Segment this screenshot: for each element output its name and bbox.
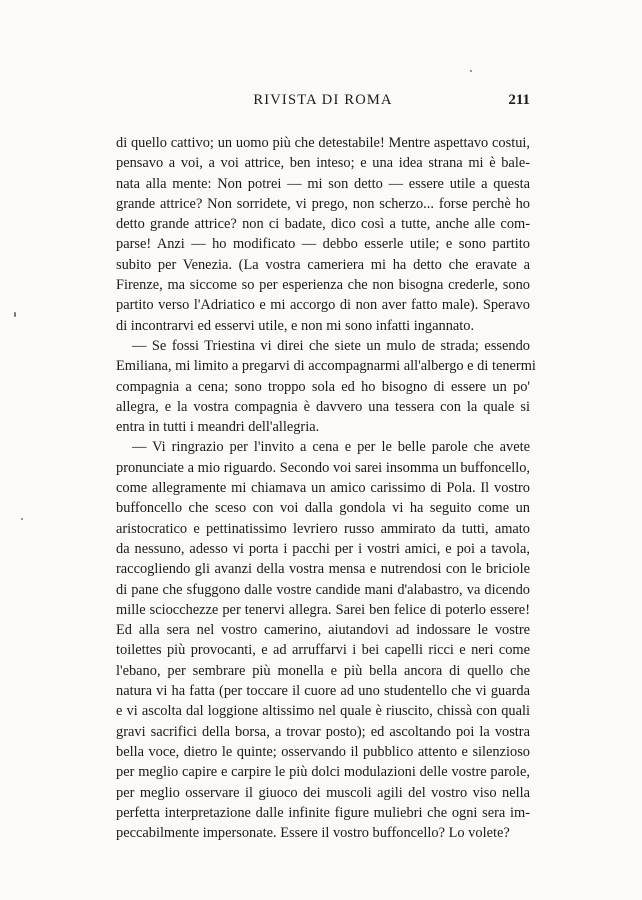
paper-speck: [14, 312, 16, 317]
text-line: di pane che sfuggono dalle vostre candide mani d'alabastro, va dicendo: [116, 581, 530, 598]
text-line: toilettes più provocanti, e ad arruffarvi i bei capelli ricci e neri come: [116, 642, 530, 659]
text-line: detto grande attrice? non ci badate, dico così a tutte, anche alle com-: [116, 216, 530, 233]
text-line: subito per Venezia. (La vostra cameriera mi ha detto che eravate a: [116, 256, 530, 273]
text-line: grande attrice? Non sorridete, vi prego, non scherzo... forse perchè ho: [116, 195, 530, 212]
body-text: [116, 133, 536, 843]
text-line: e vi ascolta dal loggione altissimo nel quale è riuscito, chissà con quali: [116, 703, 530, 720]
text-line: per meglio capire e carpire le più dolci modulazioni delle vostre parole,: [116, 764, 530, 781]
text-line: nata alla mente: Non potrei — mi son detto — essere utile a questa: [116, 175, 530, 192]
paper-speck: [21, 518, 23, 520]
text-line: compagnia a cena; sono troppo sola ed ho bisogno di essere un po': [116, 378, 530, 395]
paper-speck: [470, 70, 472, 72]
text-line: pronunciate a mio riguardo. Secondo voi sarei insomma un buffoncello,: [116, 459, 530, 476]
text-line: bella voce, dietro le quinte; osservando il pubblico attento e silenzioso: [116, 743, 530, 760]
text-line: l'ebano, per sembrare più monella e più bella ancora di quello che: [116, 662, 530, 679]
text-line: di quello cattivo; un uomo più che detestabile! Mentre aspettavo costui,: [116, 135, 530, 151]
running-title: RIVISTA DI ROMA: [253, 92, 393, 108]
text-line: — Se fossi Triestina vi direi che siete un mulo de strada; essendo: [132, 337, 530, 354]
text-line: pensavo a voi, a voi attrice, ben inteso; e una idea strana mi è bale-: [116, 155, 530, 172]
text-line: perfetta interpretazione dalle infinite figure muliebri che ogni sera im-: [116, 804, 530, 821]
text-line: — Vi ringrazio per l'invito a cena e per le belle parole che avete: [132, 439, 530, 456]
text-line: raccogliendo gli avanzi della vostra mensa e nutrendosi con le briciole: [116, 561, 530, 578]
text-line: Ed alla sera nel vostro camerino, aiutandovi ad indossare le vostre: [116, 622, 530, 639]
text-line: Firenze, ma siccome so per esperienza che non bisogna crederle, sono: [116, 277, 530, 294]
page-header: [116, 92, 530, 114]
text-line: peccabilmente impersonate. Essere il vostro buffoncello? Lo volete?: [116, 825, 510, 842]
text-line: di incontrarvi ed esservi utile, e non mi sono infatti ingannato.: [116, 317, 475, 334]
text-line: da nessuno, adesso vi porta i pacchi per i vostri amici, e poi a tavola,: [116, 540, 530, 557]
text-line: entra in tutti i meandri dell'allegria.: [116, 419, 320, 436]
page-number: 211: [508, 92, 530, 108]
text-line: buffoncello che sceso con voi dalla gondola vi ha seguito come un: [116, 500, 530, 517]
text-line: parse! Anzi — ho modificato — debbo esserle utile; e sono partito: [116, 236, 530, 253]
text-line: per meglio osservare il giuoco dei muscoli agili del vostro viso nella: [116, 784, 530, 801]
text-line: aristocratico e pettinatissimo levriero russo ammirato da tutti, amato: [116, 520, 530, 537]
text-line: come allegramente mi chiamava un amico carissimo di Pola. Il vostro: [116, 480, 530, 497]
text-line: gravi sacrifici della borsa, a trovar posto); ed ascoltando poi la vostra: [116, 723, 530, 740]
text-line: partito verso l'Adriatico e mi accorgo di non aver fatto male). Speravo: [116, 297, 530, 314]
text-line: allegra, e la vostra compagnia è davvero una tessera con la quale si: [116, 398, 530, 415]
text-line: mille sciocchezze per tenervi allegra. Sarei ben felice di poterlo essere!: [116, 601, 530, 618]
text-line: Emiliana, mi limito a pregarvi di accompagnarmi all'albergo e di tenermi: [116, 358, 536, 375]
text-line: natura vi ha fatta (per toccare il cuore ad uno studentello che vi guarda: [116, 683, 530, 700]
